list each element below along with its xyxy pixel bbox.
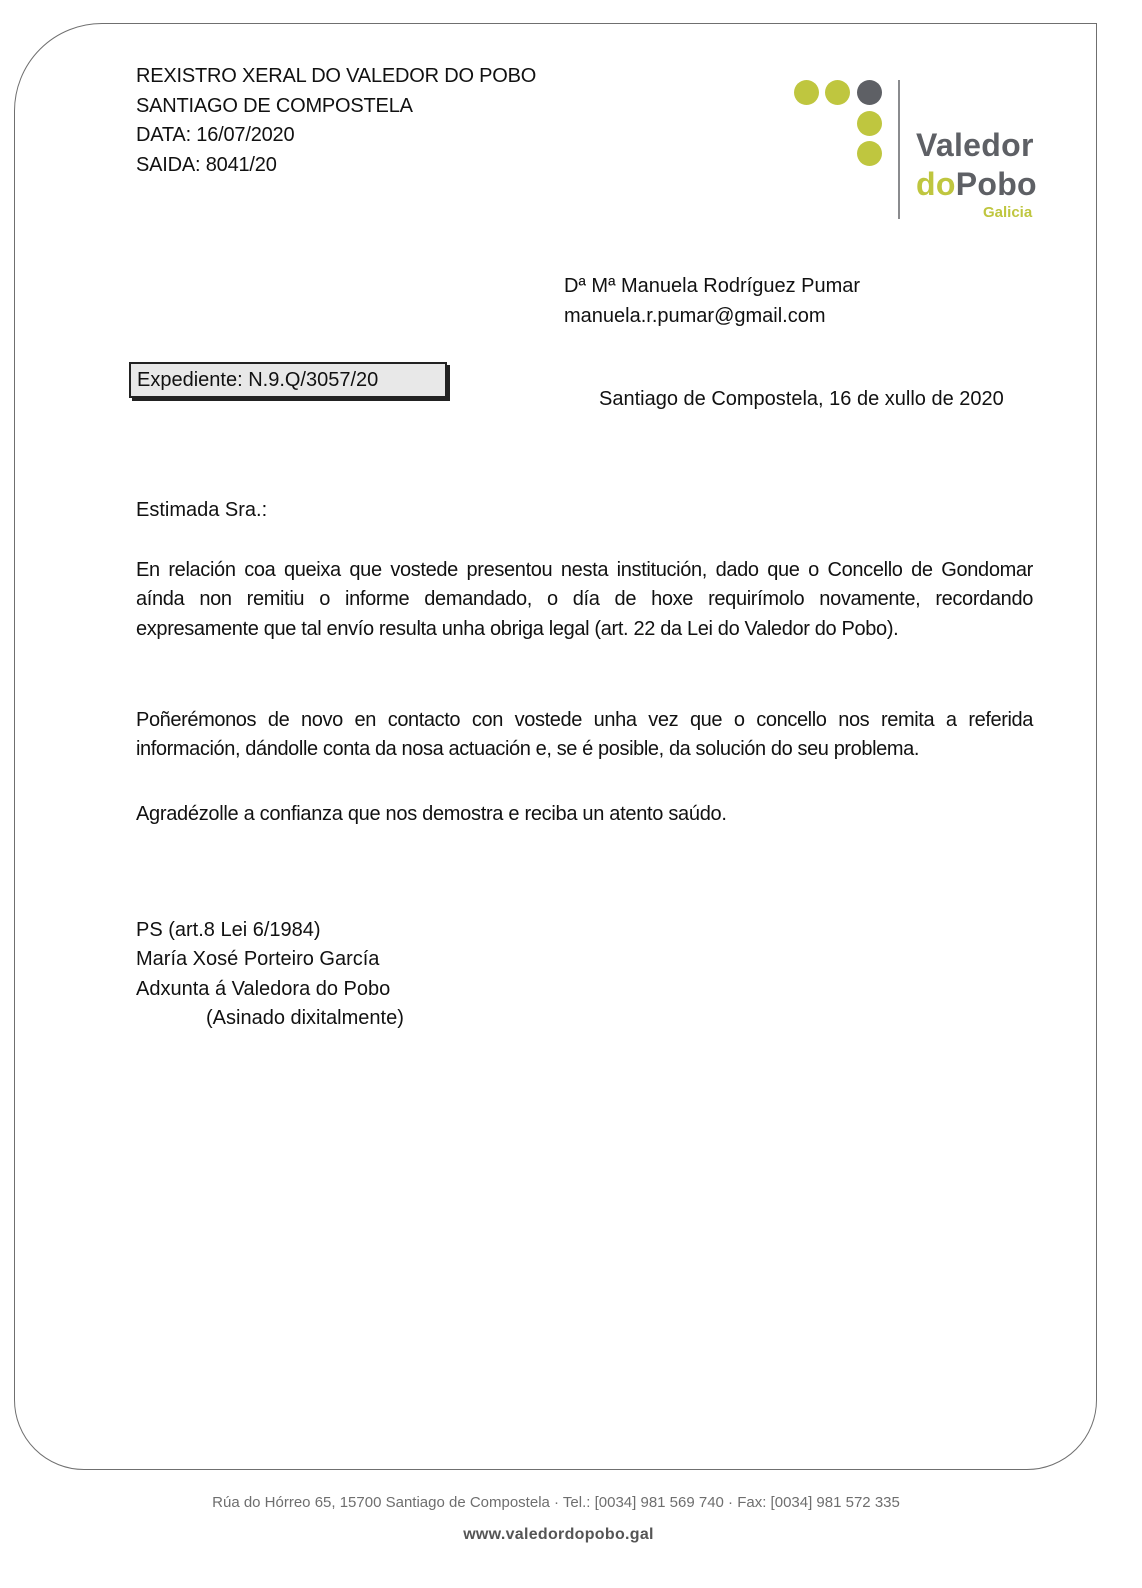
greeting: Estimada Sra.: [136, 499, 268, 521]
registry-title: REXISTRO XERAL DO VALEDOR DO POBO [136, 65, 537, 87]
logo-dot-icon [825, 80, 850, 105]
recipient-email: manuela.r.pumar@gmail.com [564, 305, 826, 327]
body-paragraph: Agradézolle a confianza que nos demostra e reciba un atento saúdo. [136, 803, 727, 825]
registry-city: SANTIAGO DE COMPOSTELA [136, 94, 413, 117]
body-paragraph: En relación coa queixa que vostede presentou nesta institución, dado que o Concello de Gondomar aínda non remitiu o informe demandado, o día de hoxe requirímolo novamente, recordando expresamente que tal envío resulta unha obriga legal (art. 22 da Lei do Valedor do Pobo). [136, 559, 1033, 640]
registry-date: DATA: 16/07/2020 [136, 124, 295, 146]
footer-website-link[interactable]: www.valedordopobo.gal [463, 1526, 654, 1543]
logo-divider [898, 80, 900, 219]
file-reference: Expediente: N.9.Q/3057/20 [137, 369, 379, 391]
logo-word-dopobo [916, 166, 1037, 203]
registry-exit-number: SAIDA: 8041/20 [136, 153, 277, 176]
logo-dot-icon [857, 80, 882, 105]
signature-digital-note: (Asinado dixitalmente) [206, 1006, 404, 1029]
body-paragraph: Poñerémonos de novo en contacto con vostede unha vez que o concello nos remita a referida información, dándolle conta da nosa actuación e, se é posible, da solución do seu problema. [136, 709, 1033, 761]
signature-name: María Xosé Porteiro García [136, 948, 380, 971]
logo-dot-icon [794, 80, 819, 105]
logo-word-do: do [916, 166, 956, 202]
logo-word-valedor: Valedor [916, 127, 1034, 163]
file-reference-box [129, 362, 447, 398]
logo-word-pobo: Pobo [955, 166, 1037, 202]
registry-stamp [136, 62, 536, 180]
place-and-date: Santiago de Compostela, 16 de xullo de 2020 [599, 388, 1004, 410]
logo-region: Galicia [983, 204, 1033, 221]
recipient-name: Dª Mª Manuela Rodríguez Pumar [564, 275, 861, 297]
signature-block [136, 916, 404, 1033]
signature-legal-basis: PS (art.8 Lei 6/1984) [136, 919, 321, 941]
logo-dot-icon [857, 141, 882, 166]
footer-address: Rúa do Hórreo 65, 15700 Santiago de Compostela · Tel.: [0034] 981 569 740 · Fax: [0034] 981 572 335 [212, 1494, 900, 1511]
valedor-do-pobo-logo [794, 80, 1054, 225]
signature-role: Adxunta á Valedora do Pobo [136, 977, 391, 1000]
recipient-block [564, 271, 860, 331]
logo-dot-icon [857, 111, 882, 136]
